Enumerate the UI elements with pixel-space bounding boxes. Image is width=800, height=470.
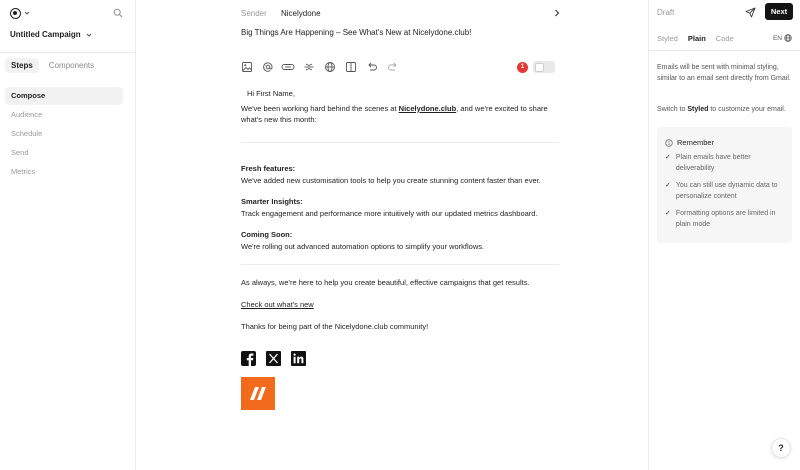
- tab-code[interactable]: Code: [715, 34, 734, 43]
- chevron-down-icon: [85, 31, 93, 39]
- feature-block: [241, 163, 559, 186]
- step-compose[interactable]: Compose: [5, 87, 123, 105]
- left-sidebar: [0, 0, 136, 470]
- image-icon[interactable]: [241, 61, 253, 73]
- cta-link[interactable]: Check out what's new: [241, 300, 314, 309]
- remember-header: [665, 138, 784, 147]
- divider: [0, 52, 136, 53]
- remember-item-text: You can still use dynamic data to personalize content: [675, 182, 778, 200]
- thanks-text: Thanks for being part of the Nicelydone.club community!: [241, 322, 429, 331]
- closing-text: As always, we're here to help you create beautiful, effective campaigns that get results.: [241, 278, 530, 287]
- x-icon[interactable]: [266, 351, 281, 366]
- remember-item-text: Formatting options are limited in plain mode: [675, 210, 776, 228]
- button-icon[interactable]: [281, 61, 295, 73]
- check-icon: ✓: [665, 210, 671, 217]
- right-panel: [648, 0, 800, 470]
- send-test-icon[interactable]: [745, 7, 756, 18]
- undo-icon[interactable]: [366, 61, 378, 73]
- linkedin-icon[interactable]: [291, 351, 306, 366]
- check-icon: ✓: [665, 182, 671, 189]
- switch-hint-text: Switch to: [657, 106, 688, 113]
- globe-icon: [784, 34, 792, 42]
- step-send[interactable]: Send: [11, 148, 29, 157]
- intro-text: We've been working hard behind the scenes at: [241, 103, 399, 113]
- sender-label: Sender: [241, 8, 267, 18]
- remember-title: Remember: [677, 138, 715, 147]
- facebook-icon[interactable]: [241, 351, 256, 366]
- left-tabs: [5, 58, 100, 73]
- remember-card: [657, 127, 792, 243]
- chevron-right-icon[interactable]: [553, 8, 561, 18]
- tab-components[interactable]: Components: [48, 61, 95, 70]
- campaign-name[interactable]: [10, 30, 93, 39]
- language-selector[interactable]: [773, 34, 792, 42]
- feature-text: We're rolling out advanced automation options to simplify your workflows.: [241, 241, 485, 251]
- format-tabs: [657, 34, 734, 43]
- step-schedule[interactable]: Schedule: [11, 129, 43, 138]
- at-icon[interactable]: [262, 61, 274, 73]
- cta-paragraph: [241, 299, 559, 311]
- step-metrics[interactable]: Metrics: [11, 167, 36, 176]
- redo-icon[interactable]: [387, 61, 399, 73]
- email-editor: [137, 0, 648, 470]
- divider-icon[interactable]: [303, 61, 315, 73]
- info-icon: [665, 139, 673, 147]
- columns-icon[interactable]: [345, 61, 357, 73]
- globe-icon[interactable]: [324, 61, 336, 73]
- steps-list: [5, 87, 123, 182]
- feature-title: Fresh features:: [241, 164, 296, 173]
- intro-paragraph: [241, 103, 559, 126]
- workspace-switcher[interactable]: [10, 6, 31, 20]
- switch-hint-styled[interactable]: Styled: [687, 106, 709, 113]
- switch-hint-text-end: to customize your email.: [708, 106, 786, 113]
- greeting: Hi First Name,: [247, 89, 295, 98]
- preview-toggle[interactable]: [533, 61, 555, 73]
- sender-value: Nicelydone: [281, 8, 321, 18]
- sender-row[interactable]: [241, 6, 561, 20]
- next-button[interactable]: Next: [765, 3, 793, 20]
- campaign-name-label: Untitled Campaign: [10, 30, 81, 39]
- remember-item-text: Plain emails have better deliverability: [675, 154, 751, 172]
- feature-title: Smarter Insights:: [241, 197, 303, 206]
- check-icon: ✓: [665, 154, 671, 161]
- tab-steps[interactable]: Steps: [5, 58, 39, 73]
- divider: [241, 142, 559, 143]
- remember-item: [665, 209, 784, 230]
- status-badge: Draft: [657, 8, 675, 17]
- tab-styled[interactable]: Styled: [657, 34, 678, 43]
- feature-block: [241, 196, 559, 219]
- tab-plain[interactable]: Plain: [687, 34, 706, 43]
- toggle-knob: [535, 63, 544, 72]
- feature-text: We've added new customisation tools to help you create stunning content faster than ever.: [241, 175, 541, 185]
- feature-text: Track engagement and performance more intuitively with our updated metrics dashboard.: [241, 208, 538, 218]
- step-audience[interactable]: Audience: [11, 110, 43, 119]
- editor-toolbar: [241, 61, 557, 75]
- chevron-down-icon: [23, 9, 31, 17]
- remember-item: [665, 181, 784, 202]
- remember-item: [665, 153, 784, 174]
- issues-badge[interactable]: 1: [517, 62, 528, 73]
- language-label: EN: [772, 34, 782, 42]
- social-links: [241, 351, 306, 366]
- email-body[interactable]: [241, 88, 559, 126]
- help-button[interactable]: ?: [771, 438, 791, 458]
- search-icon[interactable]: [113, 8, 123, 18]
- divider: [241, 264, 559, 265]
- brand-logo-mark: [241, 377, 275, 410]
- plain-info-text: Emails will be sent with minimal styling, similar to an email sent directly from Gmail.: [657, 64, 791, 82]
- intro-text-end: , and we're excited to share what's new this month:: [241, 103, 548, 124]
- intro-link[interactable]: Nicelydone.club: [398, 103, 457, 113]
- feature-block: [241, 229, 559, 252]
- divider: [649, 50, 800, 51]
- workspace-logo-icon: [10, 8, 21, 19]
- feature-title: Coming Soon:: [241, 230, 293, 239]
- switch-hint: [657, 104, 793, 115]
- subject-line[interactable]: Big Things Are Happening – See What's New at Nicelydone.club!: [241, 28, 472, 37]
- brand-logo: [241, 377, 275, 410]
